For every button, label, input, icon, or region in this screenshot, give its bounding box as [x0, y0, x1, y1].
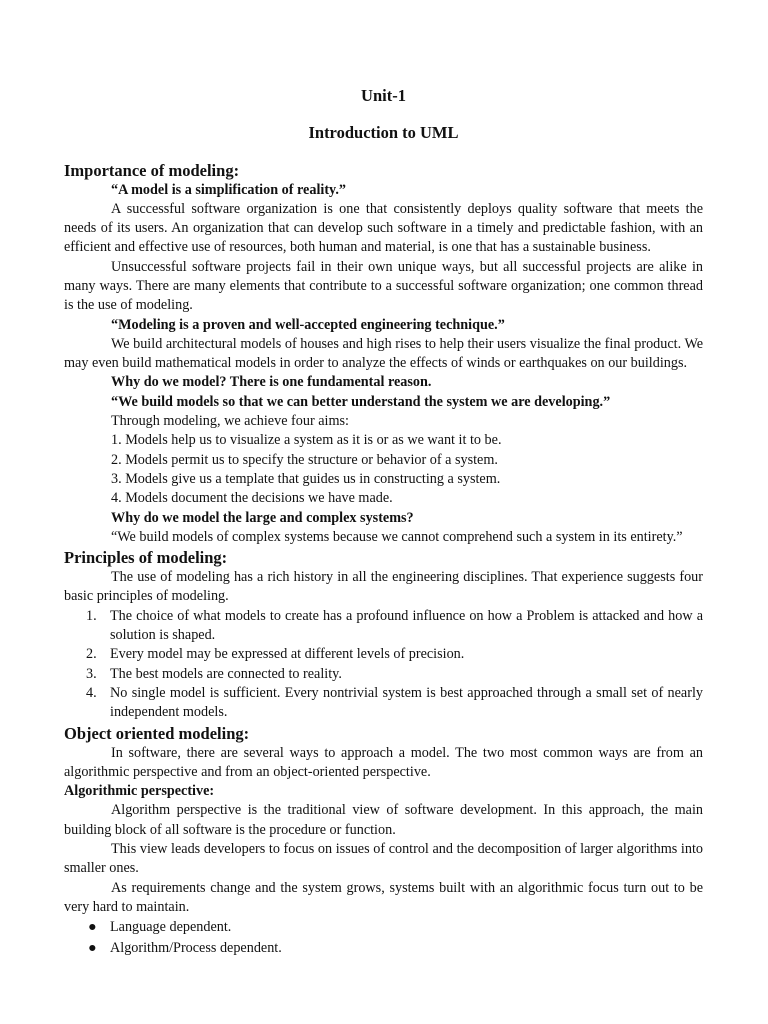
aim-item: 1. Models help us to visualize a system as it is or as we want it to be.	[111, 432, 502, 449]
list-number: 4.	[86, 684, 97, 701]
document-page	[64, 68, 703, 959]
list-item	[64, 917, 703, 938]
document-title: Introduction to UML	[308, 123, 459, 142]
list-item	[64, 607, 703, 646]
bullet-list	[64, 917, 703, 959]
paragraph: Unsuccessful software projects fail in their own unique ways, but all successful projects are alike in many ways. There are many elements that contribute to a successful software organization; one common thread is the use of modeling.	[64, 258, 703, 314]
aim-item: 2. Models permit us to specify the structure or behavior of a system.	[111, 451, 498, 468]
subheading-algorithmic: Algorithmic perspective:	[64, 783, 215, 800]
paragraph: The use of modeling has a rich history in all the engineering disciplines. That experience suggests four basic principles of modeling.	[64, 569, 703, 605]
question-why-model: Why do we model? There is one fundamental reason.	[111, 374, 432, 391]
quote-engineering-technique: “Modeling is a proven and well-accepted engineering technique.”	[111, 316, 505, 333]
paragraph: “We build models of complex systems because we cannot comprehend such a system in its entirety.”	[111, 528, 683, 545]
quote-simplification: “A model is a simplification of reality.”	[111, 181, 347, 198]
list-number: 1.	[86, 607, 97, 624]
section-heading-principles: Principles of modeling:	[64, 548, 228, 568]
principles-list	[64, 607, 703, 723]
section-heading-importance: Importance of modeling:	[64, 160, 240, 180]
aim-item: 3. Models give us a template that guides us in constructing a system.	[111, 470, 501, 487]
paragraph: As requirements change and the system grows, systems built with an algorithmic focus turn out to be very hard to maintain.	[64, 879, 703, 915]
paragraph: In software, there are several ways to approach a model. The two most common ways are from an algorithmic perspective and from an object-oriented perspective.	[64, 744, 703, 780]
paragraph: We build architectural models of houses and high rises to help their users visualize the final product. We may even build mathematical models in order to analyze the effects of winds or earthquakes on our buildings.	[64, 335, 703, 372]
section-heading-object-oriented: Object oriented modeling:	[64, 723, 250, 743]
paragraph: A successful software organization is one that consistently deploys quality software that meets the needs of its users. An organization that can develop such software in a timely and predictable fashion, with an efficient and effective use of resources, both human and material, is one that has a sustainable business.	[64, 200, 703, 256]
bullet-icon: ●	[88, 940, 97, 957]
list-item	[64, 938, 703, 959]
unit-title: Unit-1	[361, 85, 406, 105]
list-item-text: The choice of what models to create has a profound influence on how a Problem is attacked and how a solution is shaped.	[110, 607, 703, 644]
list-item-text: No single model is sufficient. Every nontrivial system is best approached through a small set of nearly independent models.	[110, 684, 703, 721]
list-number: 2.	[86, 646, 97, 663]
list-item	[64, 684, 703, 723]
list-item-text: Every model may be expressed at different levels of precision.	[110, 646, 465, 663]
list-item	[64, 645, 703, 664]
list-item-text: Language dependent.	[110, 919, 232, 936]
paragraph: This view leads developers to focus on issues of control and the decomposition of larger algorithms into smaller ones.	[64, 841, 703, 877]
quote-better-understand: “We build models so that we can better understand the system we are developing.”	[111, 393, 611, 410]
list-item-text: Algorithm/Process dependent.	[110, 940, 282, 957]
list-item-text: The best models are connected to reality.	[110, 665, 342, 682]
list-number: 3.	[86, 665, 97, 682]
aim-item: 4. Models document the decisions we have made.	[111, 490, 393, 507]
question-complex-systems: Why do we model the large and complex systems?	[111, 509, 414, 526]
paragraph: Algorithm perspective is the traditional view of software development. In this approach, the main building block of all software is the procedure or function.	[64, 802, 703, 838]
list-item	[64, 665, 703, 684]
aims-intro: Through modeling, we achieve four aims:	[111, 413, 349, 430]
bullet-icon: ●	[88, 919, 97, 936]
